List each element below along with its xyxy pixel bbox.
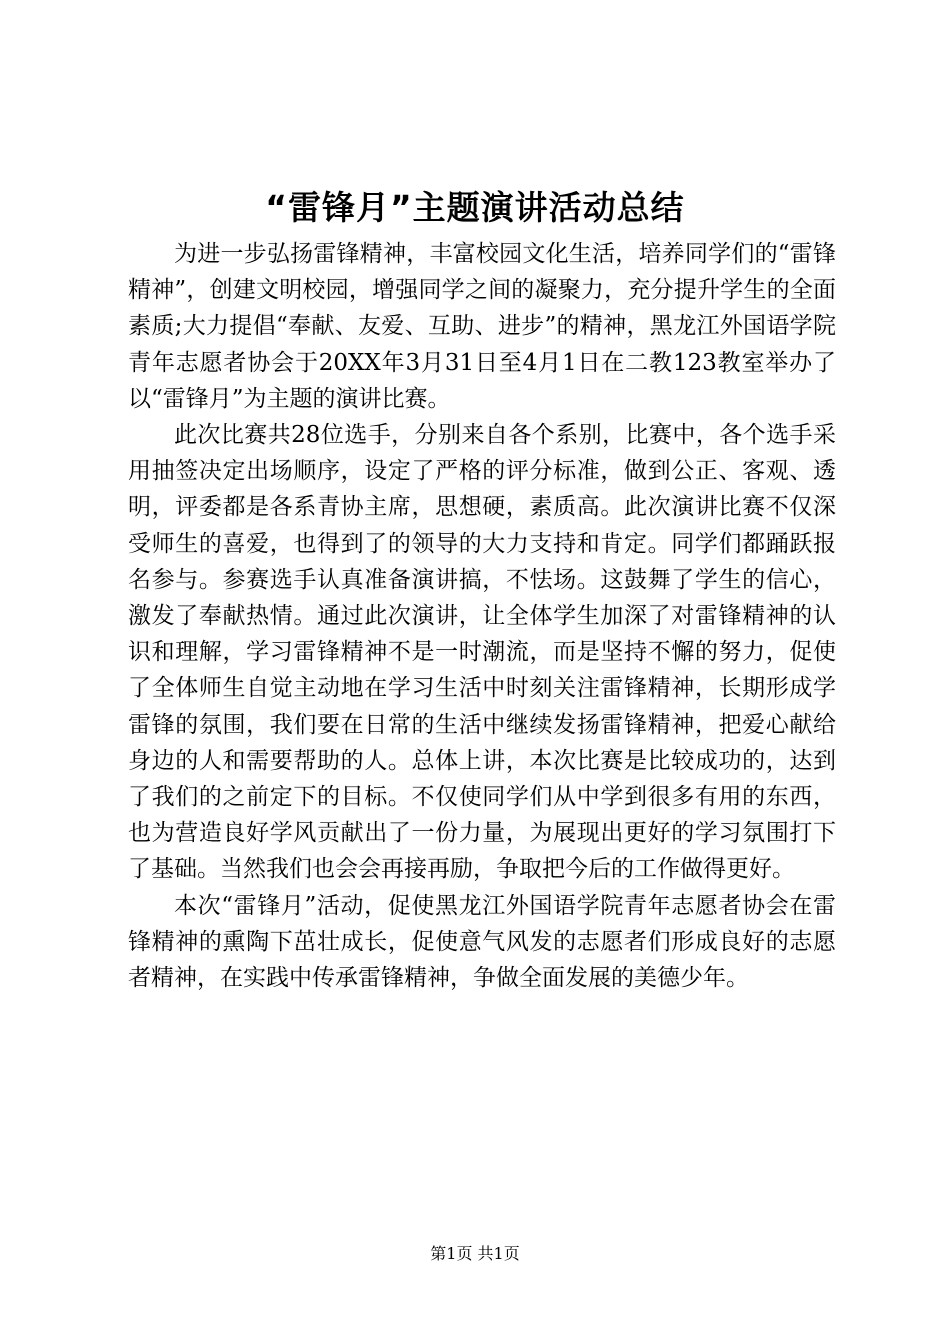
document-title: “雷锋月”主题演讲活动总结 bbox=[265, 188, 685, 227]
paragraph-conclusion: 本次“雷锋月”活动，促使黑龙江外国语学院青年志愿者协会在雷锋精神的熏陶下茁壮成长，促使意气风发的志愿者们形成良好的志愿者精神，在实践中传承雷锋精神，争做全面发展的美德少年。 bbox=[128, 892, 836, 992]
paragraph-intro: 为进一步弘扬雷锋精神，丰富校园文化生活，培养同学们的“雷锋精神”，创建文明校园，增强同学之间的凝聚力，充分提升学生的全面素质;大力提倡“奉献、友爱、互助、进步”的精神，黑龙江外国语学院青年志愿者协会于20XX年3月31日至4月1日在二教123教室举办了以“雷锋月”为主题的演讲比赛。 bbox=[128, 241, 836, 412]
page-number-footer: 第1页 共1页 bbox=[430, 1244, 520, 1263]
paragraph-competition: 此次比赛共28位选手，分别来自各个系别，比赛中，各个选手采用抽签决定出场顺序，设定了严格的评分标准，做到公正、客观、透明，评委都是各系青协主席，思想硬，素质高。此次演讲比赛不仅深受师生的喜爱，也得到了的领导的大力支持和肯定。同学们都踊跃报名参与。参赛选手认真准备演讲搞，不怯场。这鼓舞了学生的信心，激发了奉献热情。通过此次演讲，让全体学生加深了对雷锋精神的认识和理解，学习雷锋精神不是一时潮流，而是坚持不懈的努力，促使了全体师生自觉主动地在学习生活中时刻关注雷锋精神，长期形成学雷锋的氛围，我们要在日常的生活中继续发扬雷锋精神，把爱心献给身边的人和需要帮助的人。总体上讲，本次比赛是比较成功的，达到了我们的之前定下的目标。不仅使同学们从中学到很多有用的东西，也为营造良好学风贡献出了一份力量，为展现出更好的学习氛围打下了基础。当然我们也会会再接再励，争取把今后的工作做得更好。 bbox=[128, 422, 836, 883]
document-body bbox=[128, 236, 836, 996]
